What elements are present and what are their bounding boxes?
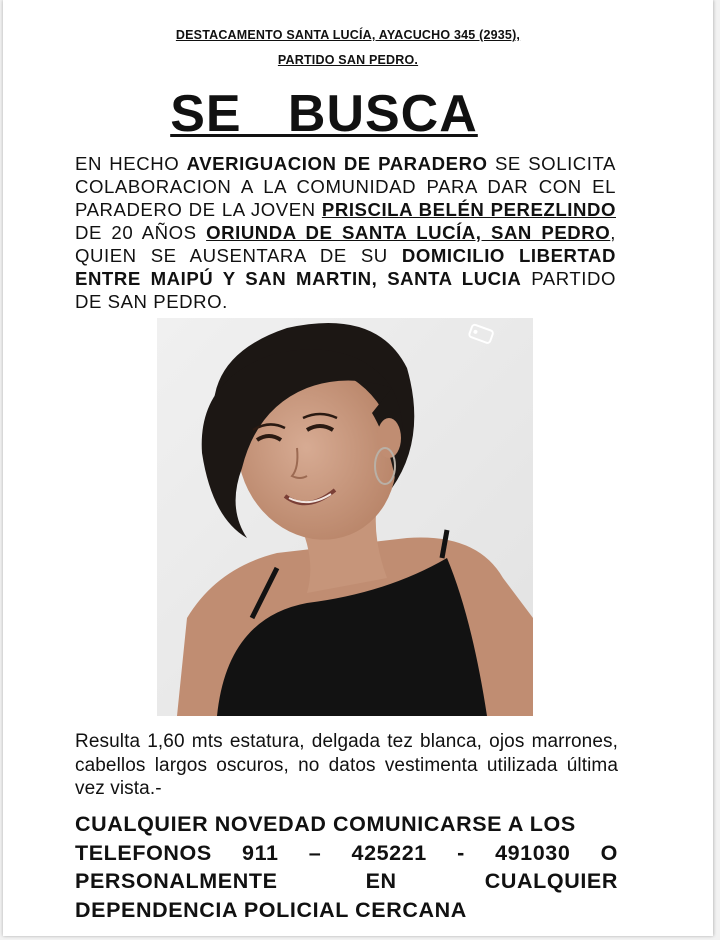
phone-separator-1: – <box>308 840 322 865</box>
intro-text-1: EN HECHO <box>75 153 187 174</box>
contact-line-4: DEPENDENCIA POLICIAL CERCANA <box>75 897 467 922</box>
poster-page <box>3 0 713 936</box>
phone-425221: 425221 <box>351 840 427 865</box>
phone-491030: 491030 <box>495 840 571 865</box>
poster-title: SE BUSCA <box>170 85 478 143</box>
intro-text-2: SE SOLICITA COLABORACION A LA COMUNIDAD PARA DAR CON EL PARADERO DE LA JOVEN <box>75 153 616 220</box>
intro-text-5: PARTIDO DE SAN PEDRO. <box>75 268 616 312</box>
contact-line-3-text <box>75 867 618 896</box>
intro-paragraph <box>75 152 616 313</box>
header-address: DESTACAMENTO SANTA LUCÍA, AYACUCHO 345 (2935), <box>175 28 521 42</box>
contact-line-1: CUALQUIER NOVEDAD COMUNICARSE A LOS <box>75 812 576 836</box>
missing-person-name: PRISCILA BELÉN PEREZLINDO <box>321 199 616 220</box>
contact-line-3-word: EN <box>365 869 397 893</box>
domicile-address: DOMICILIO LIBERTAD ENTRE MAIPÚ Y SAN MARTIN, SANTA LUCIA <box>75 245 616 289</box>
intro-text-3: DE 20 AÑOS <box>75 222 207 243</box>
ear <box>377 418 401 458</box>
phone-separator-2: - <box>457 840 465 865</box>
portrait-illustration <box>157 318 533 716</box>
phone-911: 911 <box>242 840 279 865</box>
intro-text-4: , QUIEN SE AUSENTARA DE SU <box>75 222 616 266</box>
phones-label: TELEFONOS <box>75 840 212 865</box>
contact-line-3-word: CUALQUIER <box>484 869 618 893</box>
contact-instructions <box>75 810 618 924</box>
origin-place: ORIUNDA DE SANTA LUCÍA, SAN PEDRO <box>206 222 611 243</box>
contact-or: O <box>600 840 618 865</box>
contact-line-3-word: PERSONALMENTE <box>75 869 278 893</box>
header-district: PARTIDO SAN PEDRO. <box>277 53 419 67</box>
contact-line-3 <box>75 867 618 896</box>
contact-phones <box>75 839 618 868</box>
physical-description: Resulta 1,60 mts estatura, delgada tez blanca, ojos marrones, cabellos largos oscuros, no datos vestimenta utilizada última vez vista.- <box>75 731 618 799</box>
missing-person-photo <box>157 318 533 716</box>
case-type: AVERIGUACION DE PARADERO <box>186 153 488 174</box>
